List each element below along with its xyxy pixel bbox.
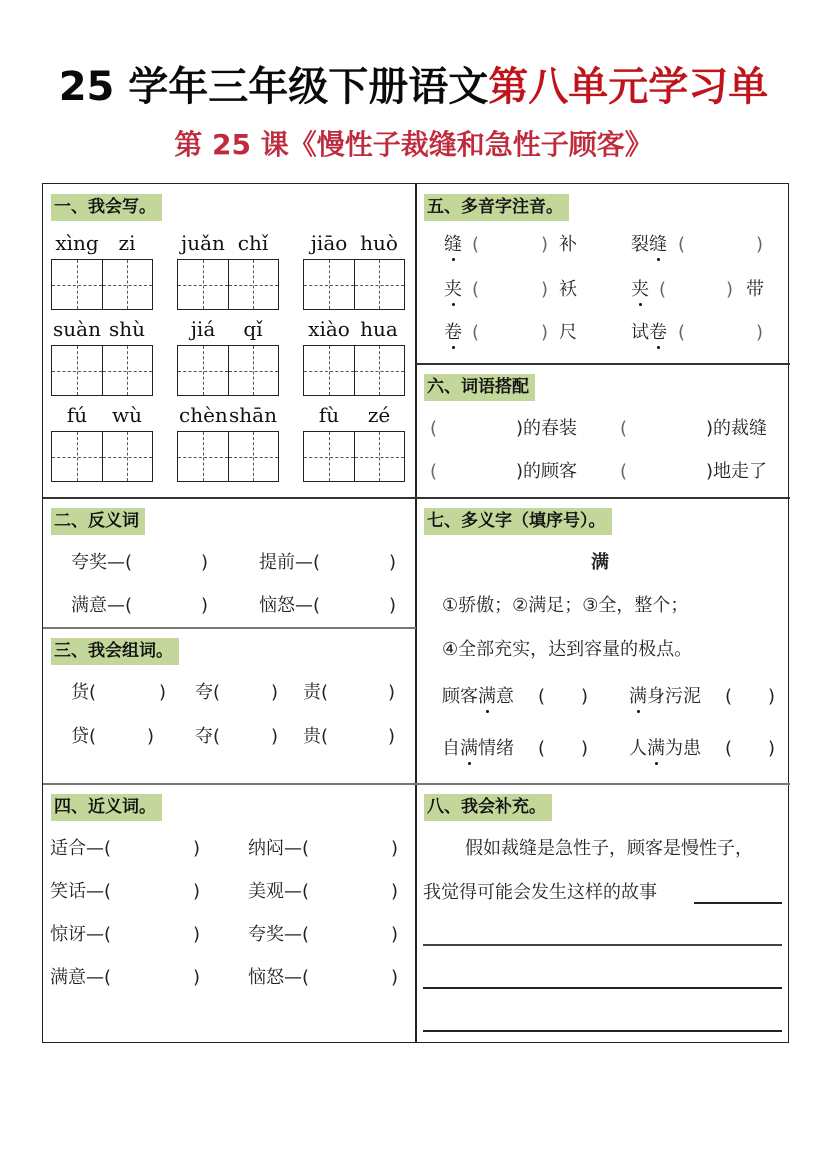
section-header: 六、词语搭配	[424, 374, 535, 401]
section-header: 二、反义词	[51, 508, 145, 535]
guide-line	[355, 285, 405, 286]
answer-blank-open[interactable]: (	[620, 418, 628, 439]
writing-square[interactable]	[178, 260, 229, 309]
guide-line	[52, 457, 102, 458]
answer-line[interactable]	[423, 987, 782, 989]
answer-blank-open[interactable]: (	[472, 234, 480, 255]
synonym-prompt: 惊讶—(	[50, 924, 112, 945]
writing-grid[interactable]	[51, 259, 153, 310]
pinyin-label: fú	[66, 403, 88, 427]
answer-blank-open[interactable]: (	[430, 461, 438, 482]
answer-blank-close[interactable]: )	[541, 234, 549, 255]
answer-blank-close[interactable]: )	[147, 726, 155, 747]
dotted-char: 卷	[444, 322, 462, 343]
pinyin-label: suàn	[53, 317, 101, 341]
answer-blank-close[interactable]: )	[193, 924, 201, 945]
pinyin-label: huò	[360, 231, 398, 255]
guide-line	[52, 371, 102, 372]
meanings-line-2: ④全部充实，达到容量的极点。	[442, 639, 693, 660]
match-suffix: )的顾客	[516, 461, 578, 482]
section-header: 八、我会补充。	[424, 794, 552, 821]
answer-blank[interactable]: ( )	[538, 738, 589, 759]
writing-square[interactable]	[355, 260, 405, 309]
writing-grid[interactable]	[177, 259, 279, 310]
answer-blank-open[interactable]: (	[472, 279, 480, 300]
pinyin-label: zi	[118, 231, 136, 255]
compose-prompt: 夺(	[195, 726, 221, 747]
guide-line	[52, 285, 102, 286]
guide-line	[355, 457, 405, 458]
writing-square[interactable]	[304, 346, 355, 395]
polyphone-suffix: 补	[559, 234, 577, 255]
section-synonyms	[43, 784, 415, 1042]
answer-blank-close[interactable]: )	[201, 552, 209, 573]
guide-line	[229, 371, 279, 372]
polyphone-word	[631, 234, 667, 256]
writing-square[interactable]	[229, 432, 279, 481]
worksheet-table	[42, 183, 789, 1043]
answer-blank-close[interactable]: )	[271, 726, 279, 747]
pinyin-label: qǐ	[243, 317, 263, 341]
writing-grid[interactable]	[303, 431, 405, 482]
guide-line	[229, 457, 279, 458]
pinyin-label: shān	[229, 403, 277, 427]
answer-blank-close[interactable]: )	[756, 322, 764, 343]
writing-square[interactable]	[178, 432, 229, 481]
dotted-char: 卷	[649, 322, 667, 343]
lesson-subtitle: 第 25 课《慢性子裁缝和急性子顾客》	[174, 128, 653, 161]
pinyin-label: wù	[112, 403, 142, 427]
pinyin-label: xiào	[308, 317, 350, 341]
synonym-prompt: 笑话—(	[50, 881, 112, 902]
answer-blank-close[interactable]: )	[201, 595, 209, 616]
pinyin-label: xìng	[55, 231, 99, 255]
pinyin-label: chǐ	[237, 231, 269, 255]
answer-line[interactable]	[694, 902, 782, 904]
antonym-prompt: 提前—(	[259, 552, 321, 573]
answer-line[interactable]	[423, 1030, 782, 1032]
dotted-char: 夹	[444, 279, 462, 300]
writing-square[interactable]	[229, 346, 279, 395]
synonym-prompt: 美观—(	[248, 881, 310, 902]
pinyin-label: juǎn	[181, 231, 225, 255]
pinyin-label: jiá	[190, 317, 216, 341]
answer-blank-close[interactable]: )	[389, 552, 397, 573]
guide-line	[178, 371, 228, 372]
section-supplement	[416, 784, 790, 1042]
dotted-char: 满	[478, 686, 496, 707]
writing-grid[interactable]	[51, 431, 153, 482]
answer-blank-open[interactable]: (	[430, 418, 438, 439]
supplement-line-1: 假如裁缝是急性子，顾客是慢性子，	[465, 838, 753, 859]
polysemy-word	[442, 738, 514, 760]
guide-line	[304, 371, 354, 372]
answer-blank-close[interactable]: )	[193, 838, 201, 859]
dotted-char: 缝	[444, 234, 462, 255]
meanings-line-1: ①骄傲；②满足；③全，整个；	[442, 595, 689, 616]
dotted-char: 缝	[649, 234, 667, 255]
answer-blank[interactable]: ( )	[538, 686, 589, 707]
synonym-prompt: 夸奖—(	[248, 924, 310, 945]
writing-grid[interactable]	[177, 431, 279, 482]
match-suffix: )的裁缝	[706, 418, 768, 439]
answer-blank-close[interactable]: )	[193, 967, 201, 988]
guide-line	[103, 285, 153, 286]
writing-square[interactable]	[355, 432, 405, 481]
section-header: 四、近义词。	[51, 794, 162, 821]
polysemy-word	[629, 738, 701, 760]
polyphone-suffix: 袄	[559, 279, 577, 300]
section-header: 三、我会组词。	[51, 638, 179, 665]
dotted-char: 满	[460, 738, 478, 759]
polyphone-char	[444, 322, 462, 344]
polyphone-word	[631, 279, 649, 301]
dotted-char: 满	[629, 686, 647, 707]
section-polysemy	[416, 498, 790, 783]
writing-grid[interactable]	[51, 345, 153, 396]
answer-blank-close[interactable]: )	[541, 279, 549, 300]
dotted-char: 夹	[631, 279, 649, 300]
section-compose-words	[43, 628, 415, 783]
polyphone-char	[444, 279, 462, 301]
answer-blank-close[interactable]: )	[159, 682, 167, 703]
synonym-prompt: 满意—(	[50, 967, 112, 988]
word-prefix: 裂	[631, 234, 649, 255]
pinyin-label: zé	[367, 403, 391, 427]
pinyin-label: chèn	[179, 403, 228, 427]
answer-blank-open[interactable]: (	[659, 279, 667, 300]
writing-square[interactable]	[52, 260, 103, 309]
word-part: 身污泥	[647, 686, 701, 707]
answer-blank-open[interactable]: (	[472, 322, 480, 343]
writing-square[interactable]	[304, 260, 355, 309]
writing-square[interactable]	[103, 432, 153, 481]
word-part: 意	[496, 686, 514, 707]
word-part: 情绪	[478, 738, 514, 759]
match-suffix: )地走了	[706, 461, 768, 482]
answer-blank-close[interactable]: )	[391, 838, 399, 859]
guide-line	[103, 371, 153, 372]
compose-prompt: 贵(	[303, 726, 329, 747]
compose-prompt: 夸(	[195, 682, 221, 703]
match-suffix: )的春装	[516, 418, 578, 439]
title-red: 第八单元学习单	[488, 64, 769, 110]
answer-blank-close[interactable]: )	[756, 234, 764, 255]
section-word-match	[416, 364, 790, 497]
guide-line	[178, 457, 228, 458]
writing-square[interactable]	[103, 260, 153, 309]
section-antonyms	[43, 498, 415, 627]
guide-line	[304, 457, 354, 458]
answer-blank-close[interactable]: )	[193, 881, 201, 902]
synonym-prompt: 纳闷—(	[248, 838, 310, 859]
word-part: 人	[629, 738, 647, 759]
antonym-prompt: 满意—(	[71, 595, 133, 616]
synonym-prompt: 恼怒—(	[248, 967, 310, 988]
writing-square[interactable]	[355, 346, 405, 395]
answer-blank-close[interactable]: )	[391, 967, 399, 988]
answer-blank-close[interactable]: )	[726, 279, 734, 300]
pinyin-label: hua	[360, 317, 398, 341]
answer-blank-close[interactable]: )	[388, 726, 396, 747]
polyphone-suffix: 尺	[559, 322, 577, 343]
writing-grid[interactable]	[177, 345, 279, 396]
antonym-prompt: 恼怒—(	[259, 595, 321, 616]
compose-prompt: 责(	[303, 682, 329, 703]
polyphone-suffix: 带	[746, 279, 764, 300]
word-part: 顾客	[442, 686, 478, 707]
answer-line[interactable]	[423, 944, 782, 946]
writing-grid[interactable]	[303, 259, 405, 310]
writing-square[interactable]	[52, 346, 103, 395]
synonym-prompt: 适合—(	[50, 838, 112, 859]
answer-blank-close[interactable]: )	[391, 924, 399, 945]
section-header: 七、多义字（填序号）。	[424, 508, 612, 535]
word-prefix: 试	[631, 322, 649, 343]
page-title	[0, 62, 827, 112]
answer-blank[interactable]: ( )	[725, 738, 776, 759]
polyphone-char	[444, 234, 462, 256]
section-header: 五、多音字注音。	[424, 194, 569, 221]
supplement-line-2: 我觉得可能会发生这样的故事	[423, 882, 657, 903]
writing-square[interactable]	[304, 432, 355, 481]
antonym-prompt: 夸奖—(	[71, 552, 133, 573]
answer-blank-close[interactable]: )	[541, 322, 549, 343]
compose-prompt: 贷(	[71, 726, 97, 747]
pinyin-label: shù	[108, 317, 146, 341]
compose-prompt: 货(	[71, 682, 97, 703]
title-black: 25 学年三年级下册语文	[58, 64, 489, 110]
writing-square[interactable]	[229, 260, 279, 309]
polysemy-word	[442, 686, 514, 708]
section-header: 一、我会写。	[51, 194, 162, 221]
guide-line	[355, 371, 405, 372]
answer-blank-open[interactable]: (	[678, 234, 686, 255]
guide-line	[178, 285, 228, 286]
answer-blank-open[interactable]: (	[678, 322, 686, 343]
writing-square[interactable]	[52, 432, 103, 481]
polysemy-char: 满	[591, 552, 609, 573]
polysemy-word	[629, 686, 701, 708]
answer-blank-close[interactable]: )	[271, 682, 279, 703]
pinyin-label: fù	[318, 403, 340, 427]
writing-grid[interactable]	[303, 345, 405, 396]
guide-line	[103, 457, 153, 458]
answer-blank[interactable]: ( )	[725, 686, 776, 707]
writing-square[interactable]	[103, 346, 153, 395]
answer-blank-open[interactable]: (	[620, 461, 628, 482]
answer-blank-close[interactable]: )	[391, 881, 399, 902]
dotted-char: 满	[647, 738, 665, 759]
guide-line	[229, 285, 279, 286]
answer-blank-close[interactable]: )	[389, 595, 397, 616]
pinyin-label: jiāo	[310, 231, 348, 255]
guide-line	[304, 285, 354, 286]
answer-blank-close[interactable]: )	[388, 682, 396, 703]
section-polyphone	[416, 184, 790, 363]
word-part: 为患	[665, 738, 701, 759]
word-part: 自	[442, 738, 460, 759]
writing-square[interactable]	[178, 346, 229, 395]
polyphone-word	[631, 322, 667, 344]
section-write	[43, 184, 415, 497]
